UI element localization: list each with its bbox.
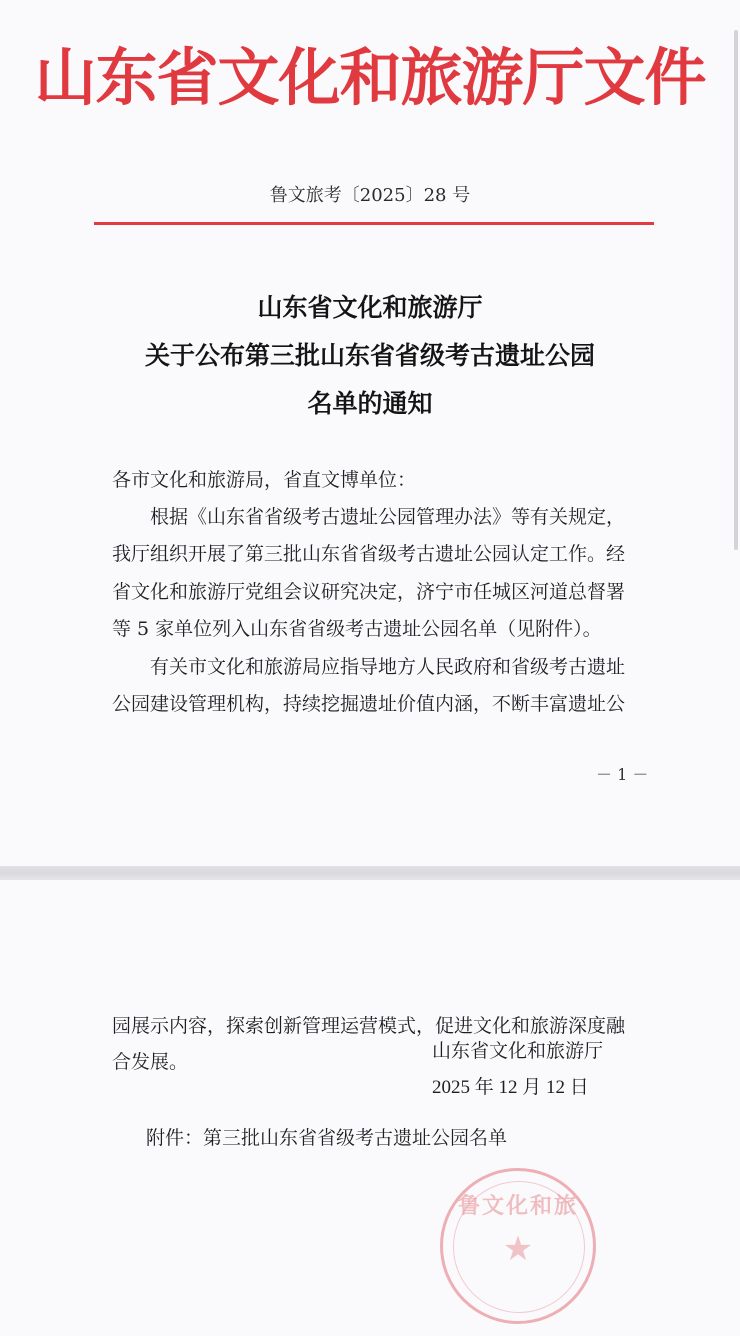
notice-title-line-3: 名单的通知 [307,389,433,418]
body-line: 园展示内容，探索创新管理运营模式，促进文化和旅游深度融 [112,1015,626,1037]
scrollbar[interactable] [734,30,738,550]
body-line: 公园建设管理机构，持续挖掘遗址价值内涵，不断丰富遗址公 [112,693,626,715]
signature-organization: 山东省文化和旅游厅 [432,1041,604,1062]
seal-text: 鲁文化和旅 [457,1193,578,1218]
body-line: 我厅组织开展了第三批山东省省级考古遗址公园认定工作。经 [112,543,626,565]
body-line: 有关市文化和旅游局应指导地方人民政府和省级考古遗址 [112,656,626,678]
signature-date: 2025 年 12 月 12 日 [432,1077,589,1098]
salutation: 各市文化和旅游局，省直文博单位： [112,469,417,491]
notice-title-line-1: 山东省文化和旅游厅 [257,293,483,322]
document-header-title: 山东省文化和旅游厅文件 [34,41,706,114]
document-number: 鲁文旅考〔2025〕28 号 [269,185,471,206]
header-red-rule [94,222,654,225]
attachment-line: 附件：第三批山东省省级考古遗址公园名单 [146,1127,508,1149]
seal-star-icon: ★ [502,1231,534,1268]
body-line: 合发展。 [112,1051,189,1073]
official-seal-stamp [440,1168,596,1324]
body-line: 根据《山东省省级考古遗址公园管理办法》等有关规定， [112,506,626,528]
body-line: 省文化和旅游厅党组会议研究决定，济宁市任城区河道总督署 [112,581,626,603]
document-page-2 [0,880,740,1336]
body-line: 等 5 家单位列入山东省省级考古遗址公园名单（见附件）。 [112,618,602,640]
page-number: － 1 － [596,765,649,784]
notice-title-line-2: 关于公布第三批山东省省级考古遗址公园 [144,341,595,370]
page-separator [0,866,740,880]
